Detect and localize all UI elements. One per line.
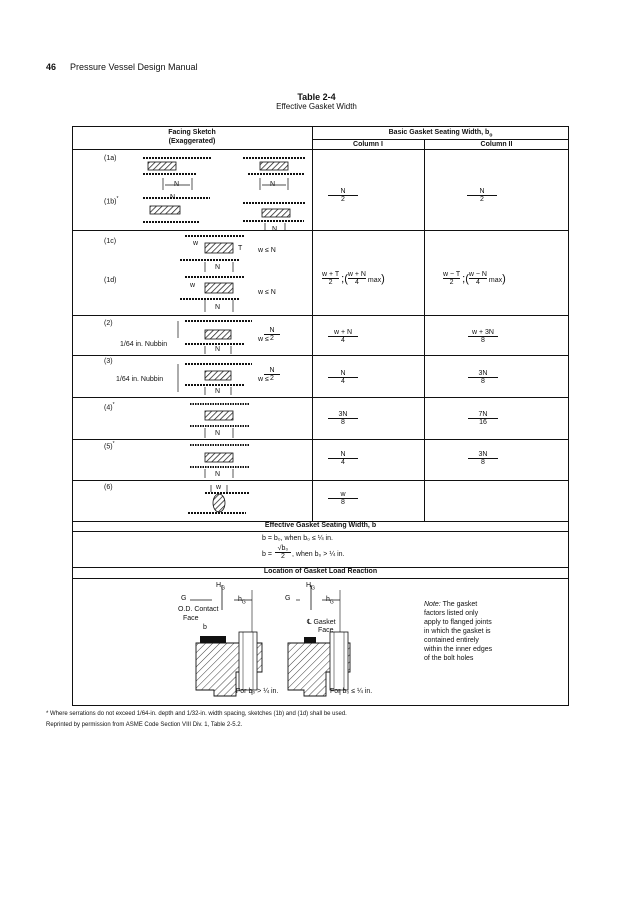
frac-den: 8 (328, 418, 358, 426)
flange-left-b: b (203, 624, 207, 631)
page-number: 46 (46, 62, 57, 72)
expr-max: max (367, 277, 382, 284)
flange-left-G: G (181, 595, 187, 602)
frac-den: 4 (328, 458, 358, 466)
location-title: Location of Gasket Load Reaction (263, 568, 378, 575)
hg-dim-text: h (238, 596, 242, 603)
value-5-col1 (328, 451, 358, 466)
flange-left-HG (216, 582, 225, 591)
effective-width-line2-lhs: b = (262, 551, 272, 558)
value-3-col2 (468, 370, 498, 385)
hg-dim-sub: G (241, 599, 246, 606)
frac-num: w + N (333, 329, 353, 336)
header-exaggerated: (Exaggerated) (168, 138, 216, 145)
frac-num: w (340, 491, 346, 498)
sketch-1a-right-N: N (270, 181, 276, 188)
flange-sketch-right (288, 585, 350, 696)
expr-num: w + N (347, 271, 366, 278)
header-column-2: Column II (480, 141, 513, 148)
flange-left-od-contact: O.D. Contact (178, 606, 219, 613)
row-label-sup: * (116, 196, 119, 202)
value-5-col2 (468, 451, 498, 466)
header-basic-width-text: Basic Gasket Seating Width, b (388, 129, 490, 136)
expr-part (443, 271, 460, 286)
value-3-col1 (328, 370, 358, 385)
sketch-1d-w: w (190, 282, 196, 289)
frac-den: 2 (328, 195, 358, 203)
frac-den: 4 (328, 377, 358, 385)
expr-den: 2 (322, 278, 339, 286)
frac-num: N (340, 451, 346, 458)
sketch-1c-w: w (193, 240, 199, 247)
expr-den: 4 (348, 278, 366, 286)
frac-den: 8 (468, 377, 498, 385)
running-title: Pressure Vessel Design Manual (70, 62, 198, 72)
value-1cd-col1 (322, 271, 385, 286)
frac-num: w + 3N (472, 329, 494, 336)
hg-text: H (216, 582, 222, 589)
flange-sketch-left (190, 585, 262, 696)
effective-width-line2-frac (275, 545, 291, 560)
hg-text: H (306, 582, 312, 589)
row-label: (6) (104, 484, 113, 491)
sketch-3-cond-frac (264, 367, 280, 382)
row-label-sup: * (112, 441, 115, 447)
flange-right-gasket: ℄ Gasket (307, 619, 336, 626)
expr-part (322, 271, 339, 286)
row-label: (1a) (104, 155, 117, 162)
expr-part (469, 271, 487, 286)
flange-right-G: G (285, 595, 291, 602)
row-label-text: (4) (104, 404, 113, 412)
sketch-5-N: N (215, 471, 221, 478)
value-1ab-col2 (467, 188, 497, 203)
expr-den: 4 (469, 278, 487, 286)
sketch-4-N: N (215, 430, 221, 437)
note-text: The gasket factors listed only apply to flanged joints in which the gasket is contained entirely within the inner edges of the bolt holes (424, 601, 493, 662)
sketch-1b-right-N: N (272, 226, 278, 233)
effective-width-title: Effective Gasket Seating Width, b (264, 522, 377, 529)
frac-den: 8 (328, 498, 358, 506)
frac-num: 7N (478, 411, 488, 418)
expr-num: w + T (322, 271, 340, 278)
effective-width-line1: b = b₀, when b₀ ≤ ¼ in. (262, 535, 333, 542)
frac-num: N (340, 370, 346, 377)
value-2-col1 (328, 329, 358, 344)
note-label: Note: (424, 601, 441, 608)
frac-num: √b₀ (277, 545, 289, 552)
gasket-note (424, 600, 494, 663)
flange-left-hG (238, 596, 246, 605)
value-1ab-col1 (328, 188, 358, 203)
value-4-col2 (468, 411, 498, 426)
sketch-1b-left-N: N (170, 194, 176, 201)
sketch-1d-N: N (215, 304, 221, 311)
row-label-text: (5) (104, 443, 113, 451)
row-label: (1c) (104, 238, 117, 245)
header-basic-width-sub: o (489, 132, 493, 139)
footnote-reprinted: Reprinted by permission from ASME Code Section VIII Div. 1, Table 2-5.2. (46, 722, 243, 728)
flange-left-caption: For b₀ > ¼ in. (236, 688, 279, 695)
sketch-1a-left-N: N (174, 181, 180, 188)
frac-num: N (479, 188, 485, 195)
sketch-3-cond: w ≤ (258, 376, 269, 383)
frac-num: 3N (478, 451, 488, 458)
hg-sub: G (221, 585, 225, 592)
table-title: Table 2-4 (297, 92, 336, 102)
frac-den: 2 (467, 195, 497, 203)
frac-den: 2 (264, 374, 280, 382)
frac-den: 2 (264, 334, 280, 342)
sketch-2-N: N (215, 346, 221, 353)
row-label-text: (1b) (104, 198, 117, 206)
value-4-col1 (328, 411, 358, 426)
header-facing-sketch: Facing Sketch (168, 129, 216, 136)
flange-right-caption: For b₀ ≤ ¼ in. (330, 688, 373, 695)
hg-sub: G (311, 585, 315, 592)
frac-num: N (269, 367, 275, 374)
sketch-2-cond: w ≤ (258, 336, 269, 343)
frac-den: 16 (468, 418, 498, 426)
frac-den: 2 (275, 552, 291, 560)
sketch-6-w: w (216, 484, 222, 491)
row-label: (1d) (104, 277, 117, 284)
sketch-1c-N: N (215, 264, 221, 271)
flange-left-face: Face (183, 615, 199, 622)
footnote-serrations: * Where serrations do not exceed 1/64-in. depth and 1/32-in. width spacing, sketches (1b) and (1d) shall be used. (46, 711, 347, 717)
flange-right-HG (306, 582, 315, 591)
sketch-1c (180, 236, 245, 272)
expr-paren: ) (381, 273, 385, 285)
hg-dim-sub: G (329, 599, 334, 606)
sketch-1b-left (143, 198, 210, 222)
expr-paren: ;( (341, 273, 348, 285)
expr-num: w − N (468, 271, 487, 278)
frac-num: N (269, 327, 275, 334)
frac-den: 4 (328, 336, 358, 344)
sketch-1c-cond: w ≤ N (258, 247, 276, 254)
expr-num: w − T (443, 271, 461, 278)
expr-paren: ;( (462, 273, 469, 285)
row-label: (3) (104, 358, 113, 365)
table-subtitle: Effective Gasket Width (276, 102, 357, 111)
frac-num: 3N (338, 411, 348, 418)
sketch-2-nubbin: 1/64 in. Nubbin (120, 341, 168, 348)
sketch-3-N: N (215, 388, 221, 395)
sketch-3-nubbin: 1/64 in. Nubbin (116, 376, 164, 383)
effective-width-line2-rhs: , when b₀ > ¼ in. (292, 551, 345, 558)
header-column-1: Column I (353, 141, 383, 148)
frac-den: 8 (468, 336, 498, 344)
expr-paren: ) (502, 273, 506, 285)
flange-right-hG (326, 596, 334, 605)
hg-dim-text: h (326, 596, 330, 603)
sketch-1c-T: T (238, 245, 243, 252)
sketch-2-cond-frac (264, 327, 280, 342)
frac-num: N (340, 188, 346, 195)
expr-den: 2 (443, 278, 460, 286)
row-label: (2) (104, 320, 113, 327)
row-label-sup: * (112, 402, 115, 408)
frac-num: 3N (478, 370, 488, 377)
expr-max: max (488, 277, 503, 284)
flange-right-face: Face (318, 627, 334, 634)
frac-den: 8 (468, 458, 498, 466)
sketch-1d-cond: w ≤ N (258, 289, 276, 296)
value-2-col2 (468, 329, 498, 344)
expr-part (348, 271, 366, 286)
value-1cd-col2 (443, 271, 506, 286)
value-6-col1 (328, 491, 358, 506)
